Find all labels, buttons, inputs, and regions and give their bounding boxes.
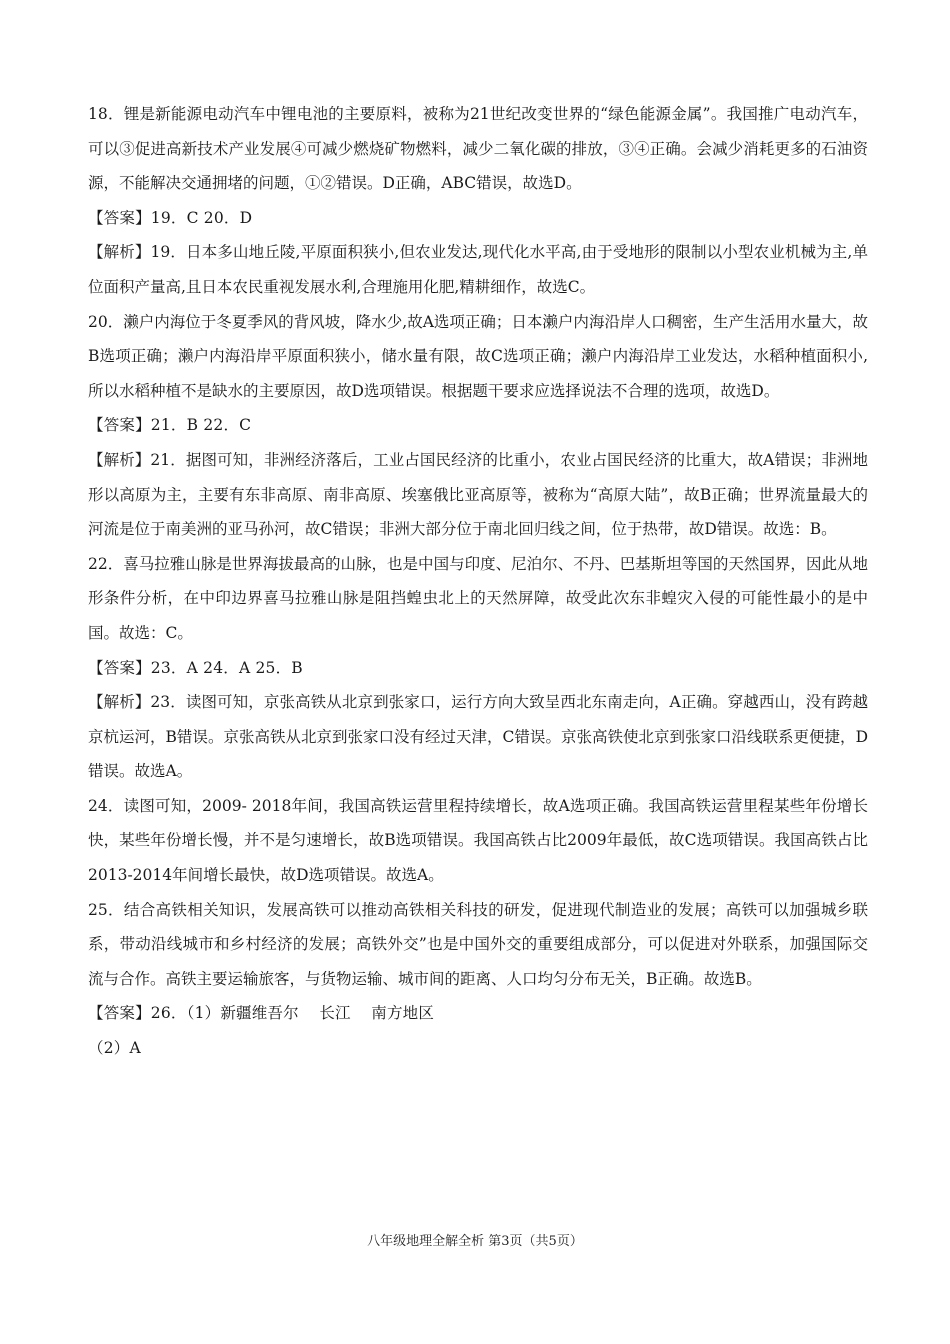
answer-23-25: 【答案】23．A 24．A 25．B (88, 658, 303, 677)
explanation-24: 24．读图可知，2009- 2018年间，我国高铁运营里程持续增长，故A选项正确。我国高铁运营里程某些年份增长快，某些年份增长慢，并不是匀速增长，故B选项错误。我国高铁占比2009年最低，故C选项错误。我国高铁占比2013-2014年间增长最快，故D选项错误。故选A。 (88, 796, 868, 885)
explanation-19: 【解析】19．日本多山地丘陵,平原面积狭小,但农业发达,现代化水平高,由于受地形的限制以小型农业机械为主,单位面积产量高,且日本农民重视发展水利,合理施用化肥,精耕细作，故选C。 (88, 243, 868, 296)
answer-26-part1: 【答案】26．（1）新疆维吾尔 长江 南方地区 (88, 1004, 435, 1023)
explanation-22: 22．喜马拉雅山脉是世界海拔最高的山脉，也是中国与印度、尼泊尔、不丹、巴基斯坦等国的天然国界，因此从地形条件分析，在中印边界喜马拉雅山脉是阻挡蝗虫北上的天然屏障，故受此次东非蝗灾入侵的可能性最小的是中国。故选：C。 (88, 554, 868, 642)
answer-21-22: 【答案】21．B 22．C (88, 416, 252, 435)
paragraph-q18-explanation: 18．锂是新能源电动汽车中锂电池的主要原料，被称为21世纪改变世界的“绿色能源金属”。我国推广电动汽车，可以③促进高新技术产业发展④可减少燃烧矿物燃料，减少二氧化碳的排放，③④正确。会减少消耗更多的石油资源，不能解决交通拥堵的问题，①②错误。D正确，ABC错误，故选D。 (88, 105, 868, 193)
page-footer: 八年级地理全解全析 第3页（共5页） (367, 1234, 583, 1249)
explanation-20: 20．濑户内海位于冬夏季风的背风坡，降水少,故A选项正确；日本濑户内海沿岸人口稠密，生产生活用水量大，故B选项正确；濑户内海沿岸平原面积狭小，储水量有限，故C选项正确；濑户内海沿岸工业发达，水稻种植面积小,所以水稻种植不是缺水的主要原因，故D选项错误。根据题干要求应选择说法不合理的选项，故选D。 (88, 312, 868, 400)
explanation-21: 【解析】21．据图可知，非洲经济落后，工业占国民经济的比重小，农业占国民经济的比重大，故A错误；非洲地形以高原为主，主要有东非高原、南非高原、埃塞俄比亚高原等，被称为“高原大陆”，故B正确；世界流量最大的河流是位于南美洲的亚马孙河，故C错误；非洲大部分位于南北回归线之间，位于热带，故D错误。故选：B。 (88, 450, 868, 539)
answer-26-part2: （2）A (88, 1039, 141, 1058)
answer-19-20: 【答案】19．C 20．D (88, 208, 253, 227)
document-body (88, 97, 868, 1066)
explanation-23: 【解析】23．读图可知，京张高铁从北京到张家口，运行方向大致呈西北东南走向，A正确。穿越西山，没有跨越京杭运河，B错误。京张高铁从北京到张家口没有经过天津，C错误。京张高铁使北京到张家口沿线联系更便捷，D错误。故选A。 (88, 693, 868, 781)
explanation-25: 25．结合高铁相关知识，发展高铁可以推动高铁相关科技的研发，促进现代制造业的发展；高铁可以加强城乡联系，带动沿线城市和乡村经济的发展；高铁外交”也是中国外交的重要组成部分，可以促进对外联系，加强国际交流与合作。高铁主要运输旅客，与货物运输、城市间的距离、人口均匀分布无关，B正确。故选B。 (88, 900, 868, 988)
